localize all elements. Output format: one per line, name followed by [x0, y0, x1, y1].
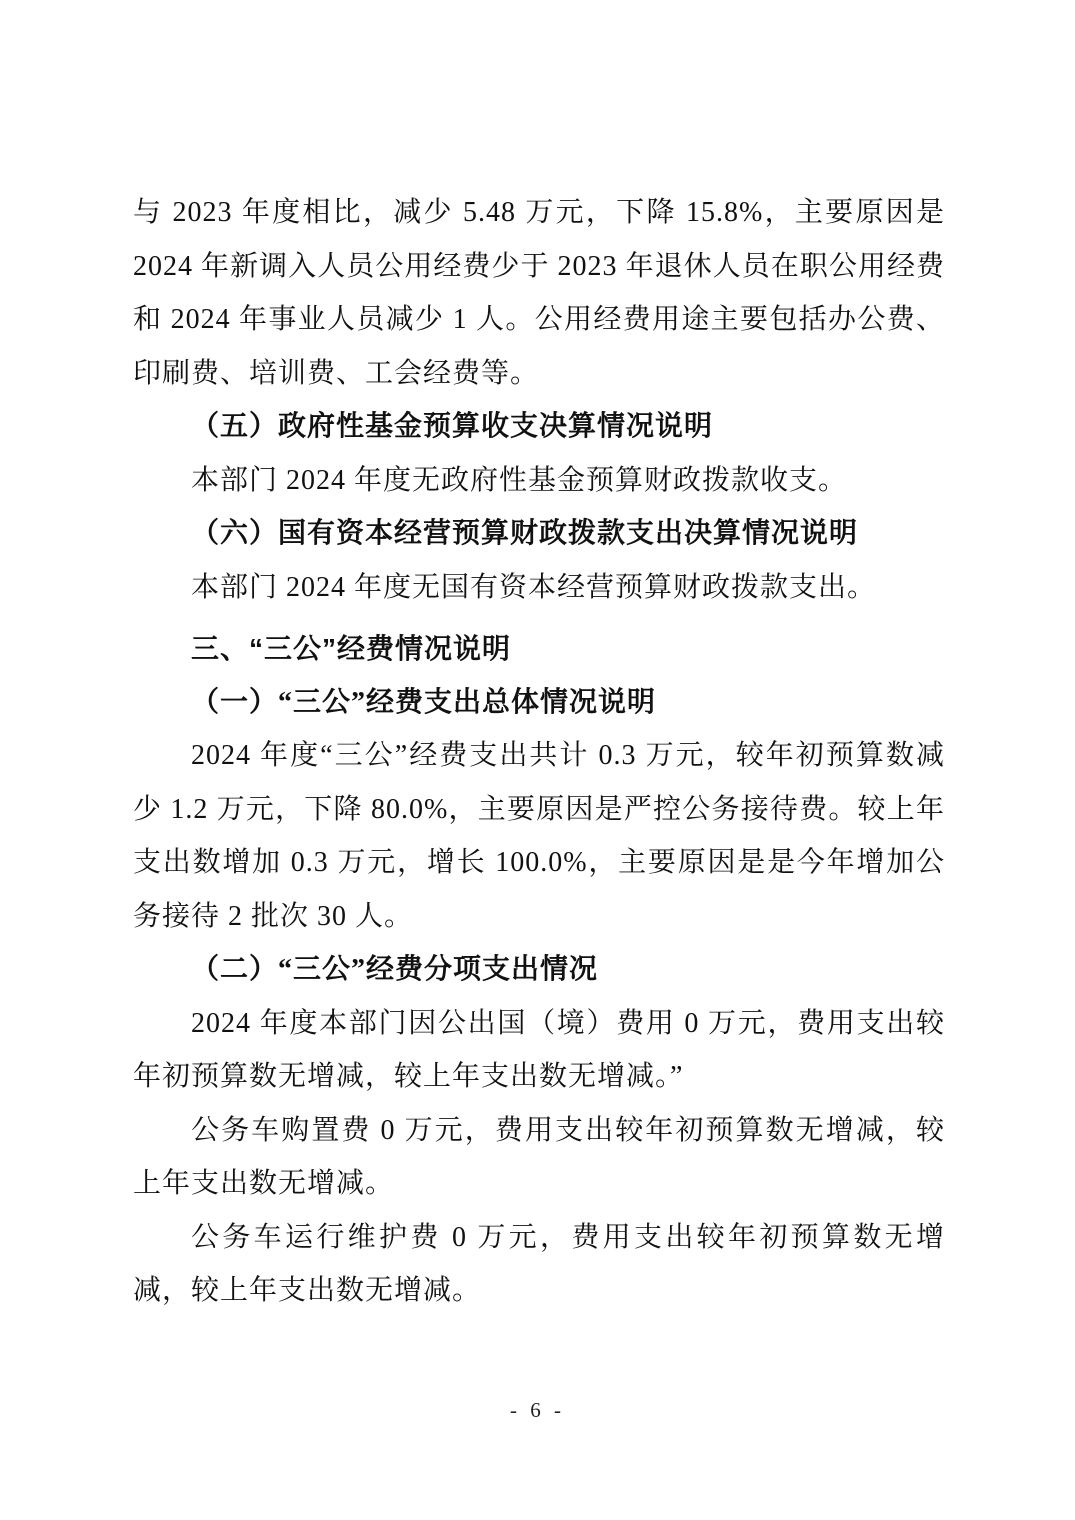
paragraph-vehicle-maintenance: 公务车运行维护费 0 万元，费用支出较年初预算数无增减，较上年支出数无增减。: [133, 1221, 945, 1306]
section-heading-3-1: （一）“三公”经费支出总体情况说明: [191, 686, 657, 718]
section-heading-5: （五）政府性基金预算收支决算情况说明: [191, 411, 714, 442]
page-number: - 6 -: [510, 1398, 565, 1422]
section-heading-6: （六）国有资本经营预算财政拨款支出决算情况说明: [191, 518, 859, 549]
paragraph-overall-expenditure: 2024 年度“三公”经费支出共计 0.3 万元，较年初预算数减少 1.2 万元，下降 80.0%，主要原因是严控公务接待费。较上年支出数增加 0.3 万元，增长 100.0%，主要原因是是今年增加公务接待 2 批次 30 人。: [133, 740, 945, 932]
document-body: [133, 186, 945, 1318]
section-heading-3-2: （二）“三公”经费分项支出情况: [191, 954, 599, 985]
paragraph-overseas-travel: 2024 年度本部门因公出国（境）费用 0 万元，费用支出较年初预算数无增减，较上年支出数无增减。”: [133, 1007, 945, 1092]
paragraph-gov-fund-budget: 本部门 2024 年度无政府性基金预算财政拨款收支。: [191, 464, 848, 496]
paragraph-public-funds-comparison: 与 2023 年度相比，减少 5.48 万元，下降 15.8%，主要原因是 2024 年新调入人员公用经费少于 2023 年退休人员在职公用经费和 2024 年事业人员减少 1 人。公用经费用途主要包括办公费、印刷费、培训费、工会经费等。: [133, 197, 945, 389]
paragraph-state-capital-budget: 本部门 2024 年度无国有资本经营预算财政拨款支出。: [191, 571, 877, 603]
paragraph-vehicle-purchase: 公务车购置费 0 万元，费用支出较年初预算数无增减，较上年支出数无增减。: [133, 1114, 945, 1199]
chapter-heading-three-public: 三、“三公”经费情况说明: [191, 633, 512, 664]
